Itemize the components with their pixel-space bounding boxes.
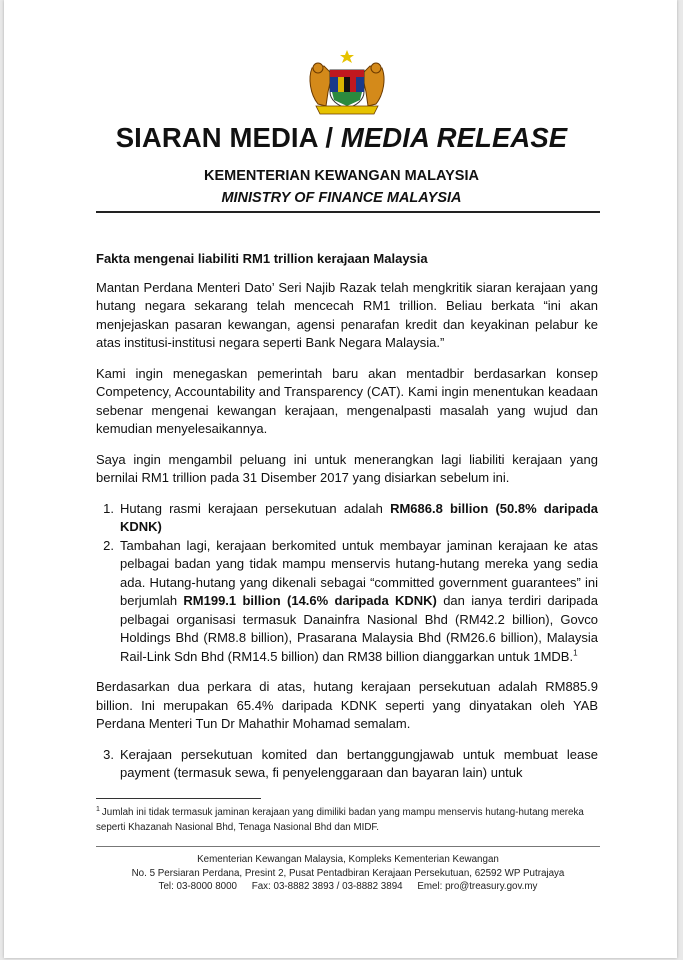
list-number: 2. bbox=[103, 537, 114, 553]
paragraph-2: Kami ingin menegaskan pemerintah baru akan mentadbir berdasarkan konsep Competency, Accountability and Transparency (CAT). Kami ingin menentukan keadaan sebenar mengenai kewangan kerajaan, mengenalpasti masalah yang wujud dan kemudian menyelesaikannya. bbox=[96, 365, 598, 436]
footer-email: Emel: pro@treasury.gov.my bbox=[417, 881, 538, 892]
list-item-3: 3. Kerajaan persekutuan komited dan bertanggungjawab untuk membuat lease payment (termasuk sewa, fi penyelenggaraan dan bayaran lain) untuk bbox=[96, 746, 598, 783]
header-divider bbox=[96, 211, 600, 213]
list-number: 3. bbox=[103, 746, 114, 762]
list-number: 1. bbox=[103, 500, 114, 516]
footnote-divider bbox=[96, 798, 261, 799]
ministry-name-malay: KEMENTERIAN KEWANGAN MALAYSIA bbox=[204, 168, 479, 184]
footnote-reference: 1 bbox=[573, 648, 578, 658]
footer-divider bbox=[96, 846, 600, 847]
list-item-1: 1. Hutang rasmi kerajaan persekutuan adalah RM686.8 billion (50.8% daripada KDNK) bbox=[96, 500, 598, 537]
footer-contact bbox=[96, 880, 600, 894]
list-item-2: 2. Tambahan lagi, kerajaan berkomited untuk membayar jaminan kerajaan ke atas pelbagai badan yang tidak mampu menservis hutang-hutang mereka yang sedia ada. Hutang-hutang yang dikenali sebagai “committed government guarantees” ini berjumlah RM199.1 billion (14.6% daripada KDNK) dan ianya terdiri daripada pelbagai organisasi termasuk Danainfra Nasional Bhd (RM42.2 billion), Govco Holdings Bhd (RM8.8 billion), Prasarana Malaysia Bhd (RM26.6 billion), Malaysia Rail-Link Sdn Bhd (RM14.5 billion) dan RM38 billion dianggarkan untuk 1MDB.$^1$ bbox=[96, 537, 598, 667]
bold-guarantee-figure: RM199.1 billion (14.6% daripada KDNK) bbox=[183, 593, 437, 608]
release-heading: Fakta mengenai liabiliti RM1 trillion kerajaan Malaysia bbox=[96, 251, 428, 266]
release-body bbox=[96, 250, 598, 783]
ministry-name-english: MINISTRY OF FINANCE MALAYSIA bbox=[221, 190, 462, 206]
paragraph-1: Mantan Perdana Menteri Dato’ Seri Najib Razak telah mengkritik siaran kerajaan yang hutang negara sekarang telah mencecah RM1 trillion. Beliau berkata “ini akan menjejaskan pasaran kewangan, agensi penarafan kredit dan keyakinan pelabur ke atas institusi-institusi negara seperti Bank Negara Malaysia.” bbox=[96, 279, 598, 350]
malaysia-coat-of-arms-icon bbox=[304, 48, 390, 118]
page-footer bbox=[96, 853, 600, 894]
footnote: $^1$ Jumlah ini tidak termasuk jaminan kerajaan yang dimiliki badan yang mampu menservis hutang-hutang mereka seperti Khazanah Nasional Bhd, Tenaga Nasional Bhd dan MIDF. bbox=[96, 805, 584, 833]
paragraph-3: Saya ingin mengambil peluang ini untuk menerangkan lagi liabiliti kerajaan yang bernilai RM1 trillion pada 31 Disember 2017 yang disiarkan sebelum ini. bbox=[96, 451, 598, 485]
footer-fax: Fax: 03-8882 3893 / 03-8882 3894 bbox=[251, 881, 403, 892]
bold-debt-figure: RM686.8 billion (50.8% daripada KDNK) bbox=[120, 500, 598, 534]
footer-address-line-2: No. 5 Persiaran Perdana, Presint 2, Pusat Pentadbiran Kerajaan Persekutuan, 62592 WP Putrajaya bbox=[131, 867, 565, 879]
footer-tel: Tel: 03-8000 8000 bbox=[158, 881, 237, 892]
page-title: SIARAN MEDIA / MEDIA RELEASE bbox=[115, 122, 568, 153]
paragraph-4: Berdasarkan dua perkara di atas, hutang kerajaan persekutuan adalah RM885.9 billion. Ini merupakan 65.4% daripada KDNK seperti yang dinyatakan oleh YAB Perdana Menteri Tun Dr Mahathir Mohamad semalam. bbox=[96, 679, 598, 731]
footer-address-line-1: Kementerian Kewangan Malaysia, Kompleks Kementerian Kewangan bbox=[197, 854, 499, 865]
